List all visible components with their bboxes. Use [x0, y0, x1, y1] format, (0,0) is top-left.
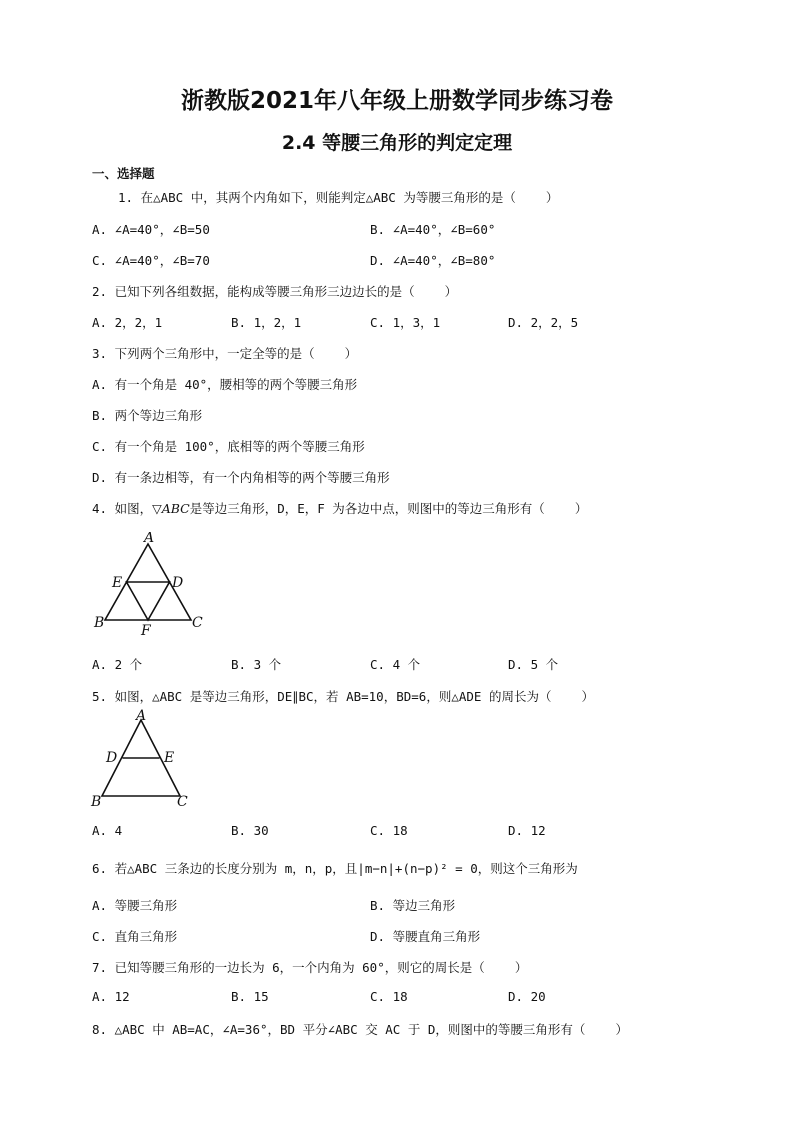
q3-option-b: B. 两个等边三角形 [92, 408, 203, 423]
q4-label-d: D [172, 575, 184, 591]
q5-figure [88, 708, 198, 812]
q8-stem: 8. △ABC 中 AB=AC，∠A=36°，BD 平分∠ABC 交 AC 于 D，则图中的等腰三角形有（ ） [92, 1022, 628, 1037]
q4-label-e: E [112, 575, 123, 591]
q2-option-b: B. 1，2，1 [231, 315, 302, 330]
q4-figure [92, 532, 207, 638]
q4-label-b: B [94, 615, 105, 631]
q7-option-a: A. 12 [92, 989, 130, 1004]
section-heading: 一、选择题 [92, 166, 155, 181]
q4-stem-rest: 是等边三角形，D，E，F 为各边中点，则图中的等边三角形有（ ） [189, 501, 588, 516]
q7-stem: 7. 已知等腰三角形的一边长为 6，一个内角为 60°，则它的周长是（ ） [92, 960, 528, 975]
q1-stem: 1. 在△ABC 中，其两个内角如下，则能判定△ABC 为等腰三角形的是（ ） [118, 190, 559, 205]
q5-stem: 5. 如图，△ABC 是等边三角形，DE∥BC，若 AB=10，BD=6，则△ADE 的周长为（ ） [92, 689, 595, 704]
q4-label-c: C [192, 615, 203, 631]
q7-option-c: C. 18 [370, 989, 408, 1004]
q4-option-b: B. 3 个 [231, 657, 282, 672]
q4-stem-number: 4. 如图， [92, 501, 153, 516]
document-title: 浙教版2021年八年级上册数学同步练习卷 [180, 88, 613, 114]
q5-option-b: B. 30 [231, 823, 269, 838]
q5-option-c: C. 18 [370, 823, 408, 838]
q4-label-a: A [144, 532, 155, 546]
q5-label-b: B [91, 794, 102, 810]
q2-option-a: A. 2，2，1 [92, 315, 163, 330]
q7-option-b: B. 15 [231, 989, 269, 1004]
q3-option-a: A. 有一个角是 40°，腰相等的两个等腰三角形 [92, 377, 358, 392]
q4-option-d: D. 5 个 [508, 657, 559, 672]
q4-triangle-edf [127, 582, 170, 620]
q5-label-c: C [177, 794, 188, 810]
document-subtitle: 2.4 等腰三角形的判定定理 [281, 132, 513, 154]
q4-stem [92, 499, 587, 517]
q1-option-a: A. ∠A=40°，∠B=50 [92, 222, 210, 237]
q3-option-c: C. 有一个角是 100°，底相等的两个等腰三角形 [92, 439, 365, 454]
q4-option-a: A. 2 个 [92, 657, 143, 672]
q6-stem: 6. 若△ABC 三条边的长度分别为 m，n，p，且|m−n|+(n−p)² = 0，则这个三角形为 [92, 861, 578, 876]
q1-option-d: D. ∠A=40°，∠B=80° [370, 253, 496, 268]
q6-option-a: A. 等腰三角形 [92, 898, 178, 913]
q5-label-a: A [136, 708, 147, 724]
q5-option-d: D. 12 [508, 823, 546, 838]
q3-stem: 3. 下列两个三角形中，一定全等的是（ ） [92, 346, 358, 361]
q1-option-b: B. ∠A=40°，∠B=60° [370, 222, 496, 237]
q5-option-a: A. 4 [92, 823, 123, 838]
q4-triangle-symbol: ▽ABC [152, 501, 190, 516]
q2-stem: 2. 已知下列各组数据，能构成等腰三角形三边边长的是（ ） [92, 284, 458, 299]
q6-option-d: D. 等腰直角三角形 [370, 929, 481, 944]
q2-option-d: D. 2，2，5 [508, 315, 579, 330]
q4-option-c: C. 4 个 [370, 657, 421, 672]
q5-label-e: E [164, 750, 175, 766]
q2-option-c: C. 1，3，1 [370, 315, 441, 330]
q1-option-c: C. ∠A=40°，∠B=70 [92, 253, 210, 268]
q3-option-d: D. 有一条边相等，有一个内角相等的两个等腰三角形 [92, 470, 390, 485]
q7-option-d: D. 20 [508, 989, 546, 1004]
q4-label-f: F [141, 623, 151, 638]
q6-option-c: C. 直角三角形 [92, 929, 178, 944]
q5-label-d: D [106, 750, 118, 766]
q6-option-b: B. 等边三角形 [370, 898, 456, 913]
